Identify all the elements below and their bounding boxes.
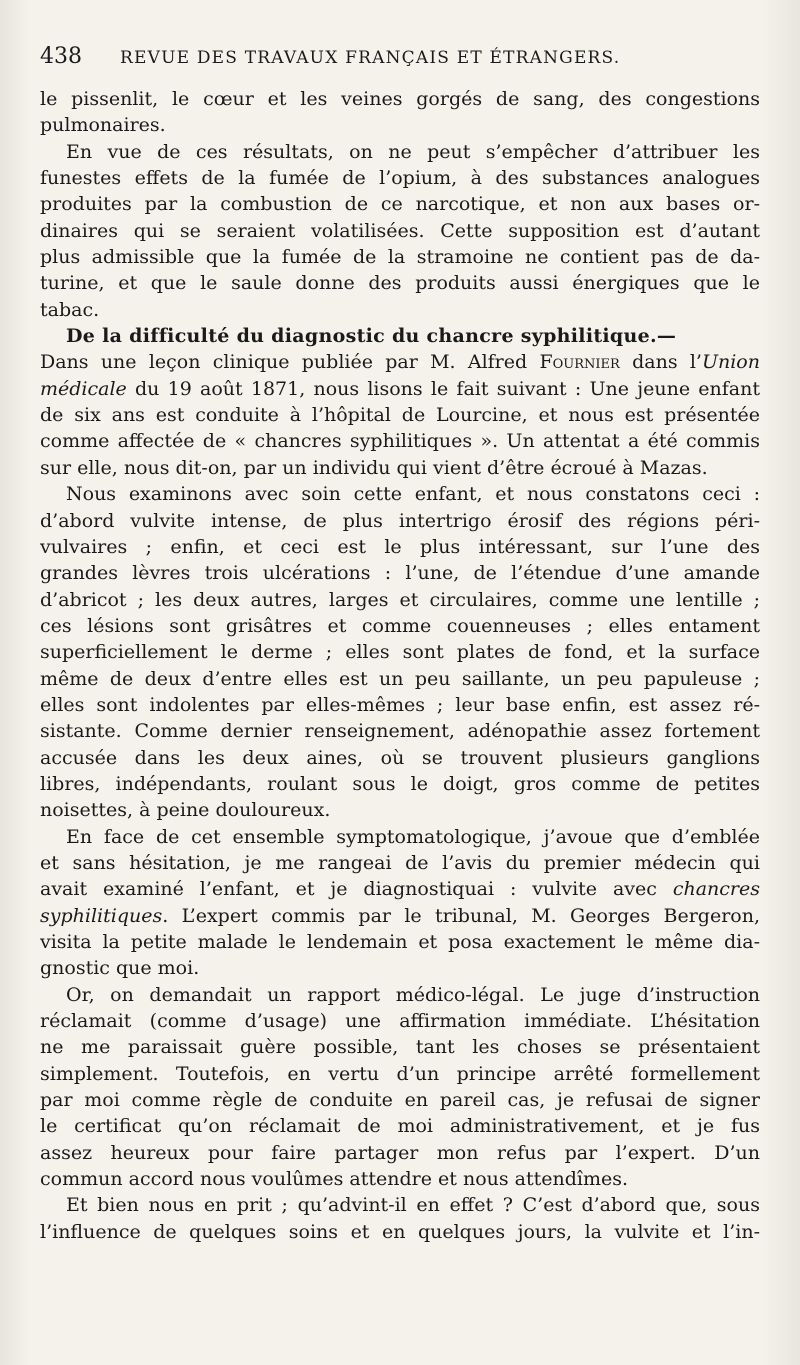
text-line: noisettes, à peine douloureux. [40,799,331,822]
text-line: même de deux d’entre elles est un peu saillante, un peu papuleuse ; [40,667,760,690]
body-text [40,86,760,1245]
text-line: elles sont indolentes par elles-mêmes ; leur base enfin, est assez ré- [40,693,760,716]
text-line: sur elle, nous dit-on, par un individu qui vient d’être écroué à Mazas. [40,456,708,479]
text-line: gnostic que moi. [40,957,200,980]
italic-text: médicale [40,377,127,400]
text-line: de six ans est conduite à l’hôpital de Lourcine, et nous est présentée [40,404,760,427]
text-line: Et bien nous en prit ; qu’advint-il en effet ? C’est d’abord que, sous [66,1194,760,1217]
text-line: Or, on demandait un rapport médico-légal. Le juge d’instruction [66,983,760,1006]
line-segment: du 19 août 1871, nous lisons le fait suivant : Une jeune enfant [126,377,760,400]
text-line [40,876,760,902]
text-line: réclamait (comme d’usage) une affirmation immédiate. L’hésitation [40,1010,760,1033]
text-line: visita la petite malade le lendemain et posa exactement le même dia- [40,931,760,953]
page-number: 438 [40,44,82,69]
italic-text: Union [701,351,760,374]
text-line: En face de cet ensemble symptomatologique, j’avoue que d’emblée [66,825,760,848]
section-heading: De la difficulté du diagnostic du chancre syphilitique.— [66,325,677,348]
text-line: vulvaires ; enfin, et ceci est le plus intéressant, sur l’une des [40,535,760,558]
running-head: REVUE DES TRAVAUX FRANÇAIS ET ÉTRANGERS. [120,48,621,68]
line-segment: . L’expert commis par le tribunal, M. Georges Bergeron, [162,904,760,927]
text-line: libres, indépendants, roulant sous le doigt, gros comme de petites [40,772,760,795]
text-line: simplement. Toutefois, en vertu d’un principe arrêté formellement [40,1062,760,1085]
text-line: par moi comme règle de conduite en pareil cas, je refusai de signer [40,1089,760,1112]
text-line: turine, et que le saule donne des produits aussi énergiques que le [40,272,760,295]
text-line: d’abord vulvite intense, de plus intertrigo érosif des régions péri- [40,509,760,532]
text-line: superficiellement le derme ; elles sont plates de fond, et la surface [40,641,760,664]
text-line: comme affectée de « chancres syphilitiques ». Un attentat a été commis [40,430,760,453]
text-line [40,903,760,929]
text-line: Nous examinons avec soin cette enfant, et nous constatons ceci : [66,483,760,506]
page-header [40,44,760,76]
line-segment: avait examiné l’enfant, et je diagnostiquai : vulvite avec [40,878,673,901]
text-line: produites par la combustion de ce narcotique, et non aux bases or- [40,193,760,216]
text-line: pulmonaires. [40,114,166,137]
text-line: l’influence de quelques soins et en quelques jours, la vulvite et l’in- [40,1220,760,1243]
italic-text: chancres [672,878,760,901]
text-line [40,376,760,402]
text-line: ne me paraissait guère possible, tant les choses se présentaient [40,1036,760,1059]
text-line: assez heureux pour faire partager mon refus par l’expert. D’un [40,1141,760,1164]
text-line: grandes lèvres trois ulcérations : l’une, de l’étendue d’une amande [40,562,760,585]
text-line [40,349,760,375]
text-line: le pissenlit, le cœur et les veines gorgés de sang, des congestions [40,88,760,110]
text-line: plus admissible que la fumée de la stramoine ne contient pas de da- [40,246,760,269]
text-line: ces lésions sont grisâtres et comme couenneuses ; elles entament [40,614,760,637]
line-segment: dans l’ [619,351,702,374]
text-line: et sans hésitation, je me rangeai de l’avis du premier médecin qui [40,851,760,874]
text-line: commun accord nous voulûmes attendre et nous attendîmes. [40,1168,629,1191]
text-line: dinaires qui se seraient volatilisées. Cette supposition est d’autant [40,219,760,242]
text-line [40,323,760,349]
text-line: accusée dans les deux aines, où se trouvent plusieurs ganglions [40,746,760,769]
italic-text: syphilitiques [40,904,163,927]
line-segment: Dans une leçon clinique publiée par M. Alfred [40,351,540,374]
text-line: tabac. [40,298,100,321]
text-line: le certificat qu’on réclamait de moi administrativement, et je fus [40,1115,760,1138]
text-line: funestes effets de la fumée de l’opium, à des substances analogues [40,167,760,190]
text-line: En vue de ces résultats, on ne peut s’empêcher d’attribuer les [66,140,760,163]
text-line: sistante. Comme dernier renseignement, adénopathie assez fortement [40,720,760,743]
author-name: Fournier [539,351,620,374]
text-line: d’abricot ; les deux autres, larges et circulaires, comme une lentille ; [40,588,760,611]
